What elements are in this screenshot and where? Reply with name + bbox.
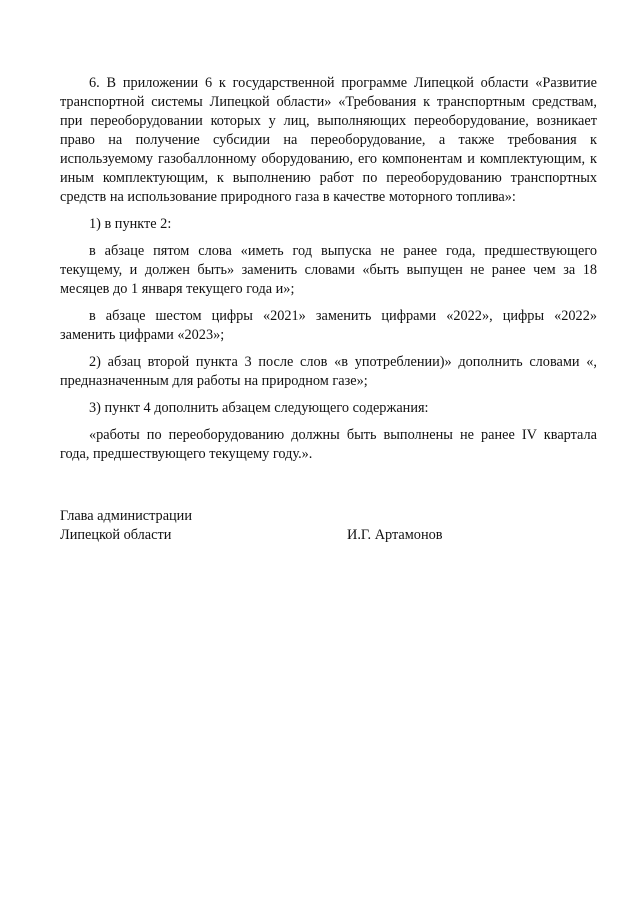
document-body (60, 74, 597, 472)
paragraph-item-1-fifth-abzac: в абзаце пятом слова «иметь год выпуска не ранее года, предшествующего текущему, и должен быть» заменить словами «быть выпущен не ранее чем за 18 месяцев до 1 января текущего года и»; (60, 243, 597, 297)
signatory-title-line-2: Липецкой области (60, 527, 172, 543)
paragraph-item-1-sixth-abzac: в абзаце шестом цифры «2021» заменить цифрами «2022», цифры «2022» заменить цифрами «2023»; (60, 308, 597, 343)
paragraph-item-1: 1) в пункте 2: (89, 216, 172, 232)
signature-line-1 (60, 507, 597, 526)
signatory-name: И.Г. Артамонов (347, 527, 443, 543)
paragraph-amendment-intro: 6. В приложении 6 к государственной программе Липецкой области «Развитие транспортной системы Липецкой области» «Требования к транспортным средствам, при переоборудовании которых у лиц, выполняющих переоборудование, возникает право на получение субсидии на переоборудование, а также требования к используемому газобаллонному оборудованию, его компонентам и комплектующим, к иным комплектующим, к выполнению работ по переоборудованию транспортных средств на использование природного газа в качестве моторного топлива»: (60, 75, 597, 205)
signature-line-2 (60, 526, 597, 545)
paragraph-item-3: 3) пункт 4 дополнить абзацем следующего содержания: (89, 400, 429, 416)
signature-block (60, 507, 597, 545)
paragraph-item-3-content: «работы по переоборудованию должны быть выполнены не ранее IV квартала года, предшествующего текущему году.». (60, 427, 597, 462)
signatory-title-line-1: Глава администрации (60, 508, 192, 524)
paragraph-item-2: 2) абзац второй пункта 3 после слов «в употреблении)» дополнить словами «, предназначенным для работы на природном газе»; (60, 354, 597, 389)
